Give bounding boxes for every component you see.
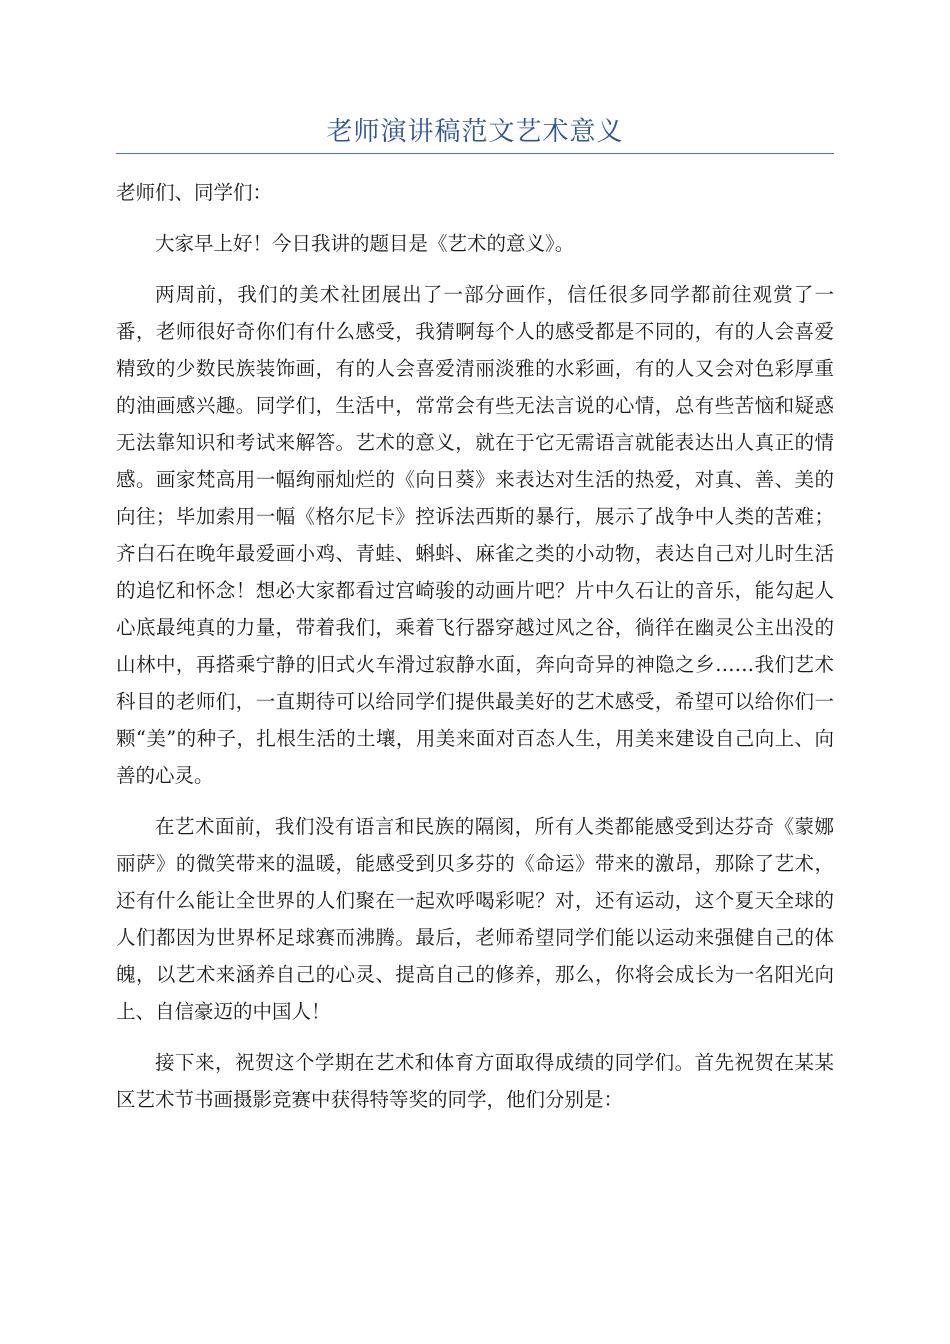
paragraph-greeting: 大家早上好！今日我讲的题目是《艺术的意义》。	[155, 232, 575, 255]
salutation: 老师们、同学们：	[116, 181, 273, 204]
document-body	[116, 174, 834, 1132]
paragraph-art-meaning: 两周前，我们的美术社团展出了一部分画作，信任很多同学都前往观赏了一番，老师很好奇你们有什么感受，我猜啊每个人的感受都是不同的，有的人会喜爱精致的少数民族装饰画，有的人会喜爱清丽淡雅的水彩画，有的人又会对色彩厚重的油画感兴趣。同学们，生活中，常常会有些无法言说的心情，总有些苦恼和疑惑无法靠知识和考试来解答。艺术的意义，就在于它无需语言就能表达出人真正的情感。画家梵高用一幅绚丽灿烂的《向日葵》来表达对生活的热爱，对真、善、美的向往；毕加索用一幅《格尔尼卡》控诉法西斯的暴行，展示了战争中人类的苦难；齐白石在晚年最爱画小鸡、青蛙、蝌蚪、麻雀之类的小动物，表达自己对儿时生活的追忆和怀念！想必大家都看过宫崎骏的动画片吧？片中久石让的音乐，能勾起人心底最纯真的力量，带着我们，乘着飞行器穿越过风之谷，徜徉在幽灵公主出没的山林中，再搭乘宁静的旧式火车滑过寂静水面，奔向奇异的神隐之乡……我们艺术科目的老师们，一直期待可以给同学们提供最美好的艺术感受，希望可以给你们一颗“美”的种子，扎根生活的土壤，用美来面对百态人生，用美来建设自己向上、向善的心灵。	[116, 283, 834, 787]
paragraph-congratulations: 接下来，祝贺这个学期在艺术和体育方面取得成绩的同学们。首先祝贺在某某区艺术节书画摄影竞赛中获得特等奖的同学，他们分别是：	[116, 1051, 834, 1111]
paragraph-art-and-sport: 在艺术面前，我们没有语言和民族的隔阂，所有人类都能感受到达芬奇《蒙娜丽萨》的微笑带来的温暖，能感受到贝多芬的《命运》带来的激昂，那除了艺术，还有什么能让全世界的人们聚在一起欢呼喝彩呢？对，还有运动，这个夏天全球的人们都因为世界杯足球赛而沸腾。最后，老师希望同学们能以运动来强健自己的体魄，以艺术来涵养自己的心灵、提高自己的修养，那么，你将会成长为一名阳光向上、自信豪迈的中国人！	[116, 815, 834, 1023]
title-underline	[116, 153, 834, 154]
document-title: 老师演讲稿范文艺术意义	[326, 117, 624, 147]
